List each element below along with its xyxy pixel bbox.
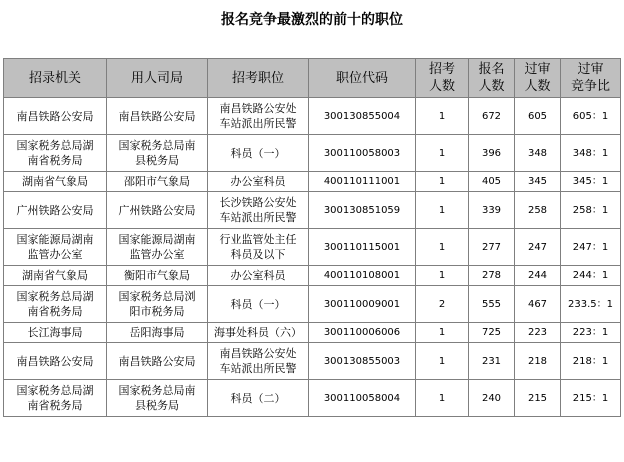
cell-text: 1 [438, 204, 446, 216]
cell-bureau [107, 286, 208, 323]
cell-text: 215 [527, 392, 548, 404]
cell-ratio [561, 98, 621, 135]
cell-text: 岳阳海事局 [129, 326, 185, 339]
header-label: 招考 [428, 62, 455, 77]
cell-text: 244：1 [572, 270, 609, 281]
cell-bureau [107, 380, 208, 417]
cell-text: 县税务局 [135, 154, 179, 167]
cell-position [208, 343, 309, 380]
cell-text: 345 [527, 176, 548, 187]
cell-text: 1 [438, 241, 446, 253]
cell-text: 科员（一） [230, 297, 286, 311]
table-row [4, 266, 621, 286]
cell-approved [515, 229, 561, 266]
cell-code [309, 229, 416, 266]
cell-text: 231 [481, 355, 502, 367]
cell-text: 233.5：1 [568, 298, 613, 310]
header-label: 招录机关 [28, 70, 81, 86]
cell-text: 1 [438, 327, 446, 338]
header-label: 人数 [478, 79, 505, 94]
cell-position [208, 286, 309, 323]
cell-text: 南昌铁路公安处 [219, 102, 297, 115]
cell-applicants [469, 229, 515, 266]
cell-ratio [561, 343, 621, 380]
cell-code [309, 266, 416, 286]
page-title: 报名竞争最激烈的前十的职位 [221, 12, 403, 28]
cell-approved [515, 266, 561, 286]
cell-text: 345：1 [572, 176, 609, 187]
cell-approved [515, 98, 561, 135]
table-row [4, 172, 621, 192]
cell-text: 南昌铁路公安局 [118, 109, 196, 123]
cell-text: 555 [481, 298, 502, 310]
cell-text: 国家能源局湖南 [118, 233, 196, 246]
column-header-approved [515, 59, 561, 98]
cell-text: 300130855003 [323, 355, 401, 367]
cell-text: 218 [527, 355, 548, 367]
cell-bureau [107, 343, 208, 380]
cell-ratio [561, 135, 621, 172]
table-row [4, 323, 621, 343]
cell-text: 国家税务总局湖 [16, 139, 94, 152]
column-header-applicants [469, 59, 515, 98]
cell-text: 南省税务局 [27, 154, 83, 167]
cell-agency [4, 266, 107, 286]
cell-position [208, 323, 309, 343]
cell-text: 国家税务总局南 [118, 139, 196, 152]
cell-text: 348：1 [572, 147, 609, 159]
cell-applicants [469, 135, 515, 172]
column-header-agency [4, 59, 107, 98]
cell-text: 400110111001 [323, 176, 401, 187]
header-label: 报名 [478, 62, 505, 77]
cell-applicants [469, 323, 515, 343]
cell-agency [4, 380, 107, 417]
cell-text: 300110115001 [323, 241, 401, 253]
cell-text: 科员（一） [230, 146, 286, 160]
table-row [4, 192, 621, 229]
cell-position [208, 192, 309, 229]
cell-ratio [561, 266, 621, 286]
cell-text: 223 [527, 327, 548, 338]
cell-text: 办公室科员 [230, 175, 286, 188]
header-row [4, 59, 621, 98]
cell-code [309, 380, 416, 417]
cell-applicants [469, 266, 515, 286]
header-label: 过审 [524, 62, 551, 77]
cell-text: 科员（二） [230, 391, 286, 405]
cell-text: 2 [438, 298, 446, 310]
cell-text: 247：1 [572, 241, 609, 253]
positions-table [3, 58, 621, 417]
cell-approved [515, 135, 561, 172]
table-row [4, 343, 621, 380]
cell-quota [416, 135, 469, 172]
cell-text: 244 [527, 270, 548, 281]
column-header-bureau [107, 59, 208, 98]
header-label: 竞争比 [570, 79, 610, 94]
cell-text: 南昌铁路公安局 [16, 354, 94, 368]
cell-text: 300110058004 [323, 392, 401, 404]
cell-text: 南省税务局 [27, 305, 83, 318]
cell-text: 长沙铁路公安处 [219, 196, 297, 209]
cell-code [309, 98, 416, 135]
cell-text: 605：1 [572, 110, 609, 122]
cell-applicants [469, 172, 515, 192]
cell-text: 405 [481, 176, 502, 187]
cell-position [208, 172, 309, 192]
cell-applicants [469, 98, 515, 135]
cell-ratio [561, 286, 621, 323]
cell-text: 海事处科员（六） [214, 326, 302, 339]
cell-bureau [107, 172, 208, 192]
table-row [4, 286, 621, 323]
cell-agency [4, 343, 107, 380]
cell-applicants [469, 192, 515, 229]
cell-text: 725 [481, 327, 502, 338]
cell-text: 衡阳市气象局 [124, 269, 190, 282]
cell-quota [416, 380, 469, 417]
cell-text: 南昌铁路公安局 [118, 354, 196, 368]
cell-text: 278 [481, 270, 502, 281]
cell-ratio [561, 192, 621, 229]
cell-text: 车站派出所民警 [219, 362, 297, 375]
cell-agency [4, 229, 107, 266]
cell-bureau [107, 98, 208, 135]
cell-text: 行业监管处主任 [219, 233, 297, 246]
table-row [4, 98, 621, 135]
cell-code [309, 343, 416, 380]
cell-agency [4, 98, 107, 135]
cell-text: 339 [481, 204, 502, 216]
column-header-quota [416, 59, 469, 98]
cell-code [309, 286, 416, 323]
cell-applicants [469, 343, 515, 380]
cell-bureau [107, 266, 208, 286]
cell-text: 监管办公室 [27, 248, 83, 261]
cell-text: 277 [481, 241, 502, 253]
cell-text: 南昌铁路公安局 [16, 109, 94, 123]
cell-bureau [107, 192, 208, 229]
cell-text: 348 [527, 147, 548, 159]
cell-text: 阳市税务局 [129, 305, 185, 318]
cell-ratio [561, 380, 621, 417]
cell-quota [416, 192, 469, 229]
cell-quota [416, 323, 469, 343]
cell-text: 400110108001 [323, 270, 401, 281]
cell-text: 国家税务总局湖 [16, 384, 94, 397]
cell-quota [416, 286, 469, 323]
cell-ratio [561, 323, 621, 343]
cell-text: 467 [527, 298, 548, 310]
cell-text: 300110058003 [323, 147, 401, 159]
cell-text: 300110006006 [323, 327, 401, 338]
cell-quota [416, 229, 469, 266]
cell-position [208, 135, 309, 172]
column-header-code [309, 59, 416, 98]
cell-code [309, 192, 416, 229]
cell-text: 1 [438, 176, 446, 187]
cell-text: 300130855004 [323, 110, 401, 122]
cell-position [208, 229, 309, 266]
cell-text: 247 [527, 241, 548, 253]
cell-approved [515, 323, 561, 343]
cell-position [208, 380, 309, 417]
cell-code [309, 172, 416, 192]
cell-text: 240 [481, 392, 502, 404]
cell-approved [515, 343, 561, 380]
cell-text: 广州铁路公安局 [16, 203, 94, 217]
cell-text: 邵阳市气象局 [124, 175, 190, 188]
cell-text: 监管办公室 [129, 248, 185, 261]
cell-text: 300130851059 [323, 204, 401, 216]
cell-approved [515, 380, 561, 417]
cell-bureau [107, 229, 208, 266]
cell-approved [515, 286, 561, 323]
cell-ratio [561, 229, 621, 266]
cell-approved [515, 172, 561, 192]
cell-text: 科员及以下 [230, 248, 286, 261]
cell-quota [416, 266, 469, 286]
header-label: 人数 [428, 79, 455, 94]
cell-text: 1 [438, 147, 446, 159]
cell-agency [4, 286, 107, 323]
header-label: 用人司局 [130, 70, 183, 86]
cell-text: 1 [438, 355, 446, 367]
cell-text: 广州铁路公安局 [118, 203, 196, 217]
cell-text: 1 [438, 392, 446, 404]
cell-applicants [469, 380, 515, 417]
cell-text: 南昌铁路公安处 [219, 347, 297, 360]
cell-bureau [107, 323, 208, 343]
cell-text: 258：1 [572, 204, 609, 216]
cell-text: 湖南省气象局 [22, 269, 88, 282]
cell-text: 1 [438, 110, 446, 122]
cell-text: 湖南省气象局 [22, 175, 88, 188]
column-header-ratio [561, 59, 621, 98]
header-label: 人数 [524, 79, 551, 94]
cell-text: 396 [481, 147, 502, 159]
cell-agency [4, 135, 107, 172]
cell-text: 县税务局 [135, 399, 179, 412]
header-label: 过审 [577, 62, 604, 77]
cell-ratio [561, 172, 621, 192]
cell-text: 215：1 [572, 392, 609, 404]
cell-text: 223：1 [572, 327, 609, 338]
cell-text: 国家税务总局浏 [118, 290, 196, 303]
header-label: 招考职位 [231, 70, 284, 86]
cell-code [309, 135, 416, 172]
cell-position [208, 266, 309, 286]
cell-quota [416, 343, 469, 380]
cell-quota [416, 172, 469, 192]
cell-text: 1 [438, 270, 446, 281]
cell-position [208, 98, 309, 135]
cell-text: 300110009001 [323, 298, 401, 310]
cell-text: 国家税务总局湖 [16, 290, 94, 303]
cell-agency [4, 172, 107, 192]
cell-text: 国家税务总局南 [118, 384, 196, 397]
cell-text: 车站派出所民警 [219, 211, 297, 224]
cell-text: 258 [527, 204, 548, 216]
cell-text: 办公室科员 [230, 269, 286, 282]
cell-applicants [469, 286, 515, 323]
cell-text: 长江海事局 [27, 326, 83, 339]
column-header-position [208, 59, 309, 98]
cell-approved [515, 192, 561, 229]
cell-text: 672 [481, 110, 502, 122]
table-row [4, 135, 621, 172]
cell-quota [416, 98, 469, 135]
table-row [4, 380, 621, 417]
cell-agency [4, 192, 107, 229]
cell-text: 605 [527, 110, 548, 122]
cell-text: 国家能源局湖南 [16, 233, 94, 246]
cell-bureau [107, 135, 208, 172]
cell-text: 车站派出所民警 [219, 117, 297, 130]
cell-agency [4, 323, 107, 343]
header-label: 职位代码 [335, 70, 388, 86]
cell-code [309, 323, 416, 343]
table-row [4, 229, 621, 266]
cell-text: 南省税务局 [27, 399, 83, 412]
cell-text: 218：1 [572, 355, 609, 367]
